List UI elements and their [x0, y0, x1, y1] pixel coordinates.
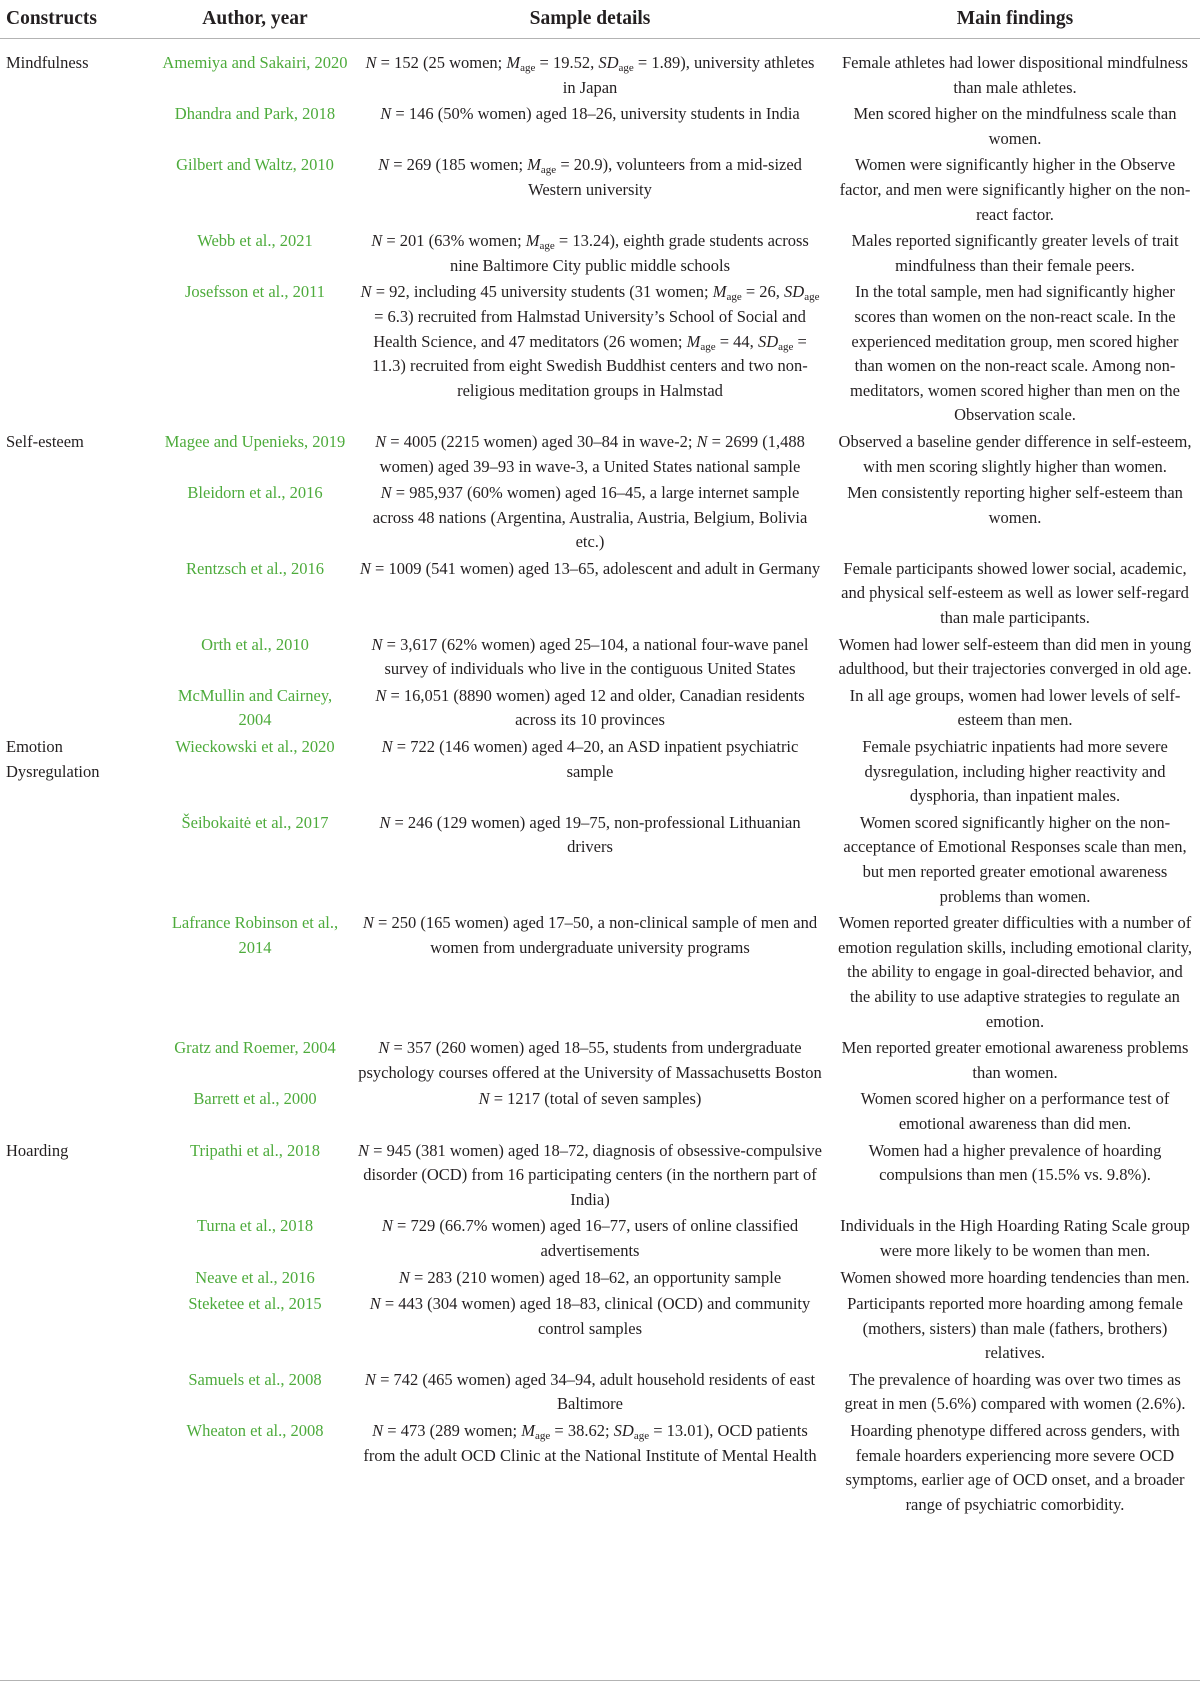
sample-cell: N = 146 (50% women) aged 18–26, university students in India	[380, 104, 800, 124]
construct-cell	[0, 911, 160, 1036]
sample-cell: N = 357 (260 women) aged 18–55, students from undergraduate psychology courses offered at the University of Massachusetts Boston	[358, 1038, 822, 1082]
finding-cell: Women had a higher prevalence of hoarding compulsions than men (15.5% vs. 9.8%).	[868, 1140, 1162, 1185]
construct-cell	[0, 1214, 160, 1265]
construct-cell	[0, 153, 160, 229]
finding-cell: Men consistently reporting higher self-esteem than women.	[847, 483, 1183, 527]
table-row	[0, 1087, 1200, 1138]
construct-cell: Self-esteem	[6, 431, 84, 451]
table-row	[0, 633, 1200, 684]
finding-cell: Female athletes had lower dispositional mindfulness than male athletes.	[842, 53, 1188, 97]
finding-cell: Women were significantly higher in the Observe factor, and men were significantly higher on the non-react factor.	[839, 155, 1191, 224]
table-row	[0, 430, 1200, 481]
construct-cell	[0, 481, 160, 557]
author-link[interactable]: Wieckowski et al., 2020	[175, 737, 335, 757]
table-row	[0, 102, 1200, 153]
finding-cell: The prevalence of hoarding was over two times as great in men (5.6%) compared with women (2.6%).	[844, 1369, 1186, 1414]
construct-cell: Hoarding	[6, 1140, 69, 1160]
finding-cell: Women reported greater difficulties with a number of emotion regulation skills, including emotional clarity, the ability to engage in goal-directed behavior, and the ability to use adaptive strategies to regulate an emotion.	[837, 913, 1193, 1031]
finding-cell: Hoarding phenotype differed across genders, with female hoarders experiencing more severe OCD symptoms, earlier age of OCD onset, and a broader range of psychiatric comorbidity.	[845, 1421, 1185, 1514]
author-link[interactable]: McMullin and Cairney, 2004	[177, 685, 333, 730]
table-row	[0, 1036, 1200, 1087]
construct-cell	[0, 1368, 160, 1419]
finding-cell: In the total sample, men had significantly higher scores than women on the non-react scale. In the experienced meditation group, men scored higher than women on the non-react scale. Among non-meditators, women scored higher than men on the Observation scale.	[850, 282, 1180, 425]
finding-cell: Individuals in the High Hoarding Rating Scale group were more likely to be women than men.	[840, 1216, 1190, 1260]
sample-cell: N = 250 (165 women) aged 17–50, a non-clinical sample of men and women from undergraduate university programs	[362, 913, 818, 957]
author-link[interactable]: Bleidorn et al., 2016	[187, 483, 323, 503]
author-link[interactable]: Webb et al., 2021	[197, 231, 313, 251]
sample-cell: N = 16,051 (8890 women) aged 12 and older, Canadian residents across its 10 provinces	[375, 685, 805, 730]
finding-cell: Women had lower self-esteem than did men in young adulthood, but their trajectories converged in old age.	[838, 634, 1192, 679]
table-row	[0, 1266, 1200, 1293]
sample-cell: N = 1217 (total of seven samples)	[478, 1089, 702, 1109]
table-row	[0, 280, 1200, 430]
finding-cell: Female participants showed lower social, academic, and physical self-esteem as well as lower self-regard than male participants.	[841, 558, 1189, 628]
finding-cell: Observed a baseline gender difference in self-esteem, with men scoring slightly higher than women.	[838, 431, 1192, 476]
sample-cell: N = 269 (185 women; $M_{age} = 20.9$), volunteers from a mid-sized Western university	[378, 155, 802, 199]
table-row	[0, 684, 1200, 735]
sample-cell: N = 742 (465 women) aged 34–94, adult household residents of east Baltimore	[364, 1369, 816, 1414]
construct-cell	[0, 811, 160, 911]
author-link[interactable]: Gilbert and Waltz, 2010	[176, 155, 334, 175]
table-row	[0, 1139, 1200, 1215]
sample-cell: N = 985,937 (60% women) aged 16–45, a large internet sample across 48 nations (Argentina, Australia, Austria, Belgium, Bolivia etc.)	[372, 483, 808, 552]
construct-cell	[0, 1087, 160, 1138]
sample-cell: N = 246 (129 women) aged 19–75, non-professional Lithuanian drivers	[379, 812, 801, 857]
sample-cell: N = 92, including 45 university students (31 women; $M_{age} = 26$, $SD_{age} = 6.3$) recruited from Halmstad University’s School of Social and Health Science, and 47 meditators (26 women; $M_{age} = 44$, $SD_{age} = 11.3$) recruited from eight Swedish Buddhist centers and two non-religious meditation groups in Halmstad	[360, 282, 820, 400]
header-author: Author, year	[160, 0, 350, 39]
construct-cell	[0, 1036, 160, 1087]
table-row	[0, 1368, 1200, 1419]
finding-cell: Women showed more hoarding tendencies than men.	[840, 1267, 1190, 1287]
author-link[interactable]: Dhandra and Park, 2018	[174, 104, 336, 124]
author-link[interactable]: Lafrance Robinson et al., 2014	[171, 913, 339, 957]
table-row	[0, 911, 1200, 1036]
construct-cell	[0, 280, 160, 430]
table-row	[0, 1214, 1200, 1265]
author-link[interactable]: Wheaton et al., 2008	[186, 1421, 324, 1441]
table-bottom-rule	[0, 1680, 1200, 1681]
header-row	[0, 0, 1200, 39]
finding-cell: Female psychiatric inpatients had more severe dysregulation, including higher reactivity and dysphoria, than inpatient males.	[862, 737, 1168, 806]
table-row	[0, 153, 1200, 229]
table-row	[0, 811, 1200, 911]
table-row	[0, 229, 1200, 280]
sample-cell: N = 283 (210 women) aged 18–62, an opportunity sample	[398, 1267, 782, 1287]
sample-cell: N = 945 (381 women) aged 18–72, diagnosis of obsessive-compulsive disorder (OCD) from 16 participating centers (in the northern part of India)	[358, 1140, 822, 1209]
construct-cell	[0, 557, 160, 633]
author-link[interactable]: Tripathi et al., 2018	[189, 1140, 320, 1160]
table-row	[0, 557, 1200, 633]
construct-cell	[0, 102, 160, 153]
sample-cell: N = 3,617 (62% women) aged 25–104, a national four-wave panel survey of individuals who live in the contiguous United States	[371, 634, 809, 679]
author-link[interactable]: Barrett et al., 2000	[193, 1089, 317, 1109]
finding-cell: Males reported significantly greater levels of trait mindfulness than their female peers.	[851, 231, 1179, 275]
table-row	[0, 735, 1200, 811]
header-constructs: Constructs	[0, 0, 160, 39]
sample-cell: N = 443 (304 women) aged 18–83, clinical (OCD) and community control samples	[369, 1294, 811, 1338]
table-row	[0, 1292, 1200, 1368]
sample-cell: N = 729 (66.7% women) aged 16–77, users of online classified advertisements	[381, 1216, 799, 1260]
table-row	[0, 39, 1200, 103]
construct-cell	[0, 633, 160, 684]
finding-cell: In all age groups, women had lower levels of self-esteem than men.	[849, 685, 1181, 730]
table-row	[0, 481, 1200, 557]
author-link[interactable]: Magee and Upenieks, 2019	[164, 431, 346, 451]
author-link[interactable]: Orth et al., 2010	[201, 634, 309, 654]
table-body	[0, 39, 1200, 1520]
finding-cell: Men scored higher on the mindfulness scale than women.	[853, 104, 1177, 148]
author-link[interactable]: Samuels et al., 2008	[188, 1369, 322, 1389]
sample-cell: N = 722 (146 women) aged 4–20, an ASD inpatient psychiatric sample	[381, 737, 799, 781]
finding-cell: Participants reported more hoarding among female (mothers, sisters) than male (fathers, brothers) relatives.	[847, 1294, 1183, 1363]
header-sample: Sample details	[350, 0, 830, 39]
construct-cell	[0, 1266, 160, 1293]
sample-cell: N = 152 (25 women; $M_{age} = 19.52$, $SD_{age} = 1.89$), university athletes in Japan	[365, 53, 815, 97]
author-link[interactable]: Turna et al., 2018	[196, 1216, 314, 1236]
author-link[interactable]: Neave et al., 2016	[195, 1267, 315, 1287]
author-link[interactable]: Gratz and Roemer, 2004	[174, 1038, 336, 1058]
author-link[interactable]: Amemiya and Sakairi, 2020	[162, 53, 348, 72]
sample-cell: N = 473 (289 women; $M_{age} = 38.62$; $SD_{age} = 13.01$), OCD patients from the adult OCD Clinic at the National Institute of Mental Health	[363, 1421, 817, 1465]
table-row	[0, 1419, 1200, 1519]
author-link[interactable]: Šeibokaitė et al., 2017	[181, 812, 329, 832]
author-link[interactable]: Josefsson et al., 2011	[184, 282, 326, 302]
finding-cell: Women scored significantly higher on the non-acceptance of Emotional Responses scale than men, but men reported greater emotional awareness problems than women.	[843, 812, 1187, 906]
finding-cell: Men reported greater emotional awareness problems than women.	[841, 1038, 1189, 1082]
construct-cell	[0, 1419, 160, 1519]
author-link[interactable]: Rentzsch et al., 2016	[186, 558, 324, 578]
sample-cell: N = 4005 (2215 women) aged 30–84 in wave-2; N = 2699 (1,488 women) aged 39–93 in wave-3, a United States national sample	[375, 431, 805, 476]
construct-cell	[0, 229, 160, 280]
sample-cell: N = 201 (63% women; $M_{age} = 13.24$), eighth grade students across nine Baltimore City public middle schools	[371, 231, 809, 275]
construct-cell	[0, 684, 160, 735]
construct-cell	[0, 1292, 160, 1368]
header-findings: Main findings	[830, 0, 1200, 39]
sample-cell: N = 1009 (541 women) aged 13–65, adolescent and adult in Germany	[359, 558, 821, 578]
construct-cell: Mindfulness	[6, 53, 89, 72]
finding-cell: Women scored higher on a performance test of emotional awareness than did men.	[860, 1089, 1170, 1133]
construct-cell: Emotion Dysregulation	[6, 737, 100, 781]
author-link[interactable]: Steketee et al., 2015	[188, 1294, 322, 1314]
